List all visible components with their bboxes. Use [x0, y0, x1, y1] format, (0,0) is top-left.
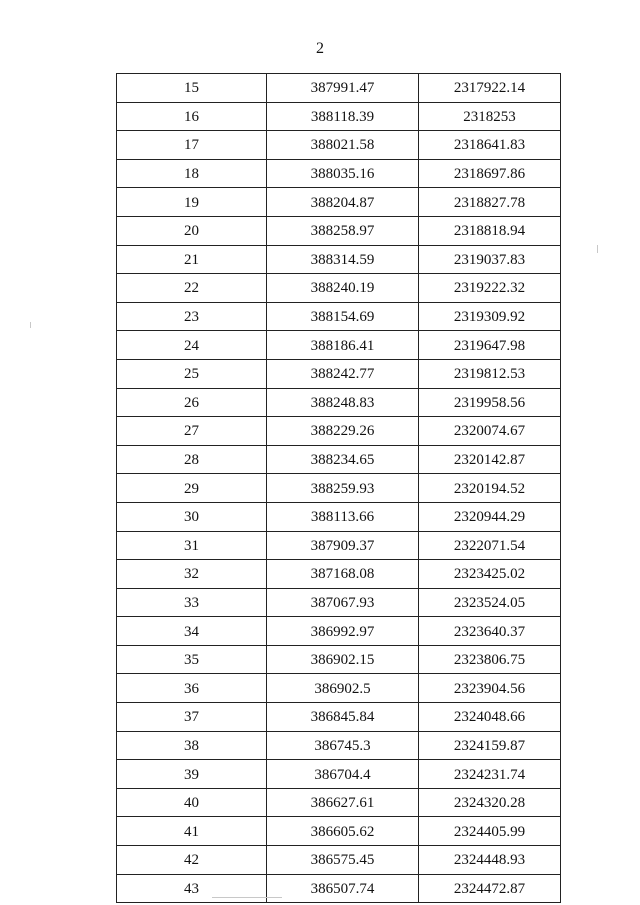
table-row [117, 188, 561, 217]
y-coordinate-cell: 2323524.05 [419, 588, 561, 617]
y-coordinate-cell: 2324159.87 [419, 731, 561, 760]
y-coordinate-cell: 2323806.75 [419, 645, 561, 674]
point-number-cell: 27 [117, 417, 267, 446]
point-number-cell: 18 [117, 159, 267, 188]
point-number-cell: 19 [117, 188, 267, 217]
y-coordinate-cell: 2319037.83 [419, 245, 561, 274]
point-number-cell: 42 [117, 846, 267, 875]
y-coordinate-cell: 2324320.28 [419, 788, 561, 817]
table-row [117, 731, 561, 760]
x-coordinate-cell: 388113.66 [267, 502, 419, 531]
point-number-cell: 36 [117, 674, 267, 703]
x-coordinate-cell: 388154.69 [267, 302, 419, 331]
y-coordinate-cell: 2318827.78 [419, 188, 561, 217]
point-number-cell: 15 [117, 74, 267, 103]
y-coordinate-cell: 2318253 [419, 102, 561, 131]
y-coordinate-cell: 2319222.32 [419, 274, 561, 303]
y-coordinate-cell: 2320194.52 [419, 474, 561, 503]
x-coordinate-cell: 386605.62 [267, 817, 419, 846]
table-row [117, 645, 561, 674]
point-number-cell: 43 [117, 874, 267, 903]
point-number-cell: 17 [117, 131, 267, 160]
y-coordinate-cell: 2317922.14 [419, 74, 561, 103]
scan-artifact [212, 897, 282, 898]
x-coordinate-cell: 386575.45 [267, 846, 419, 875]
x-coordinate-cell: 386627.61 [267, 788, 419, 817]
table-row [117, 245, 561, 274]
table-row [117, 302, 561, 331]
x-coordinate-cell: 388259.93 [267, 474, 419, 503]
table-row [117, 617, 561, 646]
y-coordinate-cell: 2323425.02 [419, 560, 561, 589]
x-coordinate-cell: 388021.58 [267, 131, 419, 160]
table-row [117, 331, 561, 360]
table-row [117, 102, 561, 131]
table-row [117, 788, 561, 817]
x-coordinate-cell: 386507.74 [267, 874, 419, 903]
point-number-cell: 31 [117, 531, 267, 560]
y-coordinate-cell: 2324231.74 [419, 760, 561, 789]
table-row [117, 388, 561, 417]
point-number-cell: 32 [117, 560, 267, 589]
point-number-cell: 41 [117, 817, 267, 846]
x-coordinate-cell: 386902.15 [267, 645, 419, 674]
table-row [117, 159, 561, 188]
point-number-cell: 37 [117, 703, 267, 732]
point-number-cell: 35 [117, 645, 267, 674]
table-row [117, 674, 561, 703]
x-coordinate-cell: 388240.19 [267, 274, 419, 303]
table-row [117, 74, 561, 103]
y-coordinate-cell: 2318818.94 [419, 216, 561, 245]
table-row [117, 445, 561, 474]
y-coordinate-cell: 2319309.92 [419, 302, 561, 331]
x-coordinate-cell: 386902.5 [267, 674, 419, 703]
x-coordinate-cell: 388258.97 [267, 216, 419, 245]
y-coordinate-cell: 2323904.56 [419, 674, 561, 703]
table-row [117, 502, 561, 531]
table-row [117, 531, 561, 560]
x-coordinate-cell: 388248.83 [267, 388, 419, 417]
point-number-cell: 34 [117, 617, 267, 646]
y-coordinate-cell: 2320074.67 [419, 417, 561, 446]
table-row [117, 359, 561, 388]
x-coordinate-cell: 387067.93 [267, 588, 419, 617]
y-coordinate-cell: 2324048.66 [419, 703, 561, 732]
x-coordinate-cell: 388035.16 [267, 159, 419, 188]
y-coordinate-cell: 2318697.86 [419, 159, 561, 188]
point-number-cell: 33 [117, 588, 267, 617]
coordinate-table [116, 73, 561, 903]
point-number-cell: 25 [117, 359, 267, 388]
point-number-cell: 24 [117, 331, 267, 360]
y-coordinate-cell: 2319647.98 [419, 331, 561, 360]
table-row [117, 588, 561, 617]
y-coordinate-cell: 2318641.83 [419, 131, 561, 160]
table-row [117, 216, 561, 245]
y-coordinate-cell: 2319812.53 [419, 359, 561, 388]
point-number-cell: 22 [117, 274, 267, 303]
table-row [117, 474, 561, 503]
y-coordinate-cell: 2324448.93 [419, 846, 561, 875]
y-coordinate-cell: 2319958.56 [419, 388, 561, 417]
x-coordinate-cell: 387168.08 [267, 560, 419, 589]
x-coordinate-cell: 388234.65 [267, 445, 419, 474]
y-coordinate-cell: 2324472.87 [419, 874, 561, 903]
point-number-cell: 39 [117, 760, 267, 789]
point-number-cell: 40 [117, 788, 267, 817]
table-row [117, 874, 561, 903]
x-coordinate-cell: 388229.26 [267, 417, 419, 446]
scan-artifact [597, 245, 598, 253]
table-row [117, 274, 561, 303]
table-row [117, 417, 561, 446]
point-number-cell: 29 [117, 474, 267, 503]
point-number-cell: 28 [117, 445, 267, 474]
table-row [117, 817, 561, 846]
x-coordinate-cell: 388186.41 [267, 331, 419, 360]
table-row [117, 703, 561, 732]
y-coordinate-cell: 2320944.29 [419, 502, 561, 531]
point-number-cell: 20 [117, 216, 267, 245]
table-row [117, 846, 561, 875]
x-coordinate-cell: 388242.77 [267, 359, 419, 388]
point-number-cell: 16 [117, 102, 267, 131]
y-coordinate-cell: 2324405.99 [419, 817, 561, 846]
x-coordinate-cell: 388118.39 [267, 102, 419, 131]
x-coordinate-cell: 387991.47 [267, 74, 419, 103]
y-coordinate-cell: 2320142.87 [419, 445, 561, 474]
table-row [117, 760, 561, 789]
x-coordinate-cell: 387909.37 [267, 531, 419, 560]
table-row [117, 131, 561, 160]
scan-artifact [30, 322, 31, 328]
point-number-cell: 30 [117, 502, 267, 531]
x-coordinate-cell: 388314.59 [267, 245, 419, 274]
y-coordinate-cell: 2323640.37 [419, 617, 561, 646]
coordinate-table-body [117, 74, 561, 903]
point-number-cell: 26 [117, 388, 267, 417]
x-coordinate-cell: 386745.3 [267, 731, 419, 760]
table-row [117, 560, 561, 589]
point-number-cell: 23 [117, 302, 267, 331]
point-number-cell: 21 [117, 245, 267, 274]
x-coordinate-cell: 386845.84 [267, 703, 419, 732]
page-number: 2 [316, 40, 324, 57]
y-coordinate-cell: 2322071.54 [419, 531, 561, 560]
x-coordinate-cell: 388204.87 [267, 188, 419, 217]
x-coordinate-cell: 386992.97 [267, 617, 419, 646]
x-coordinate-cell: 386704.4 [267, 760, 419, 789]
point-number-cell: 38 [117, 731, 267, 760]
